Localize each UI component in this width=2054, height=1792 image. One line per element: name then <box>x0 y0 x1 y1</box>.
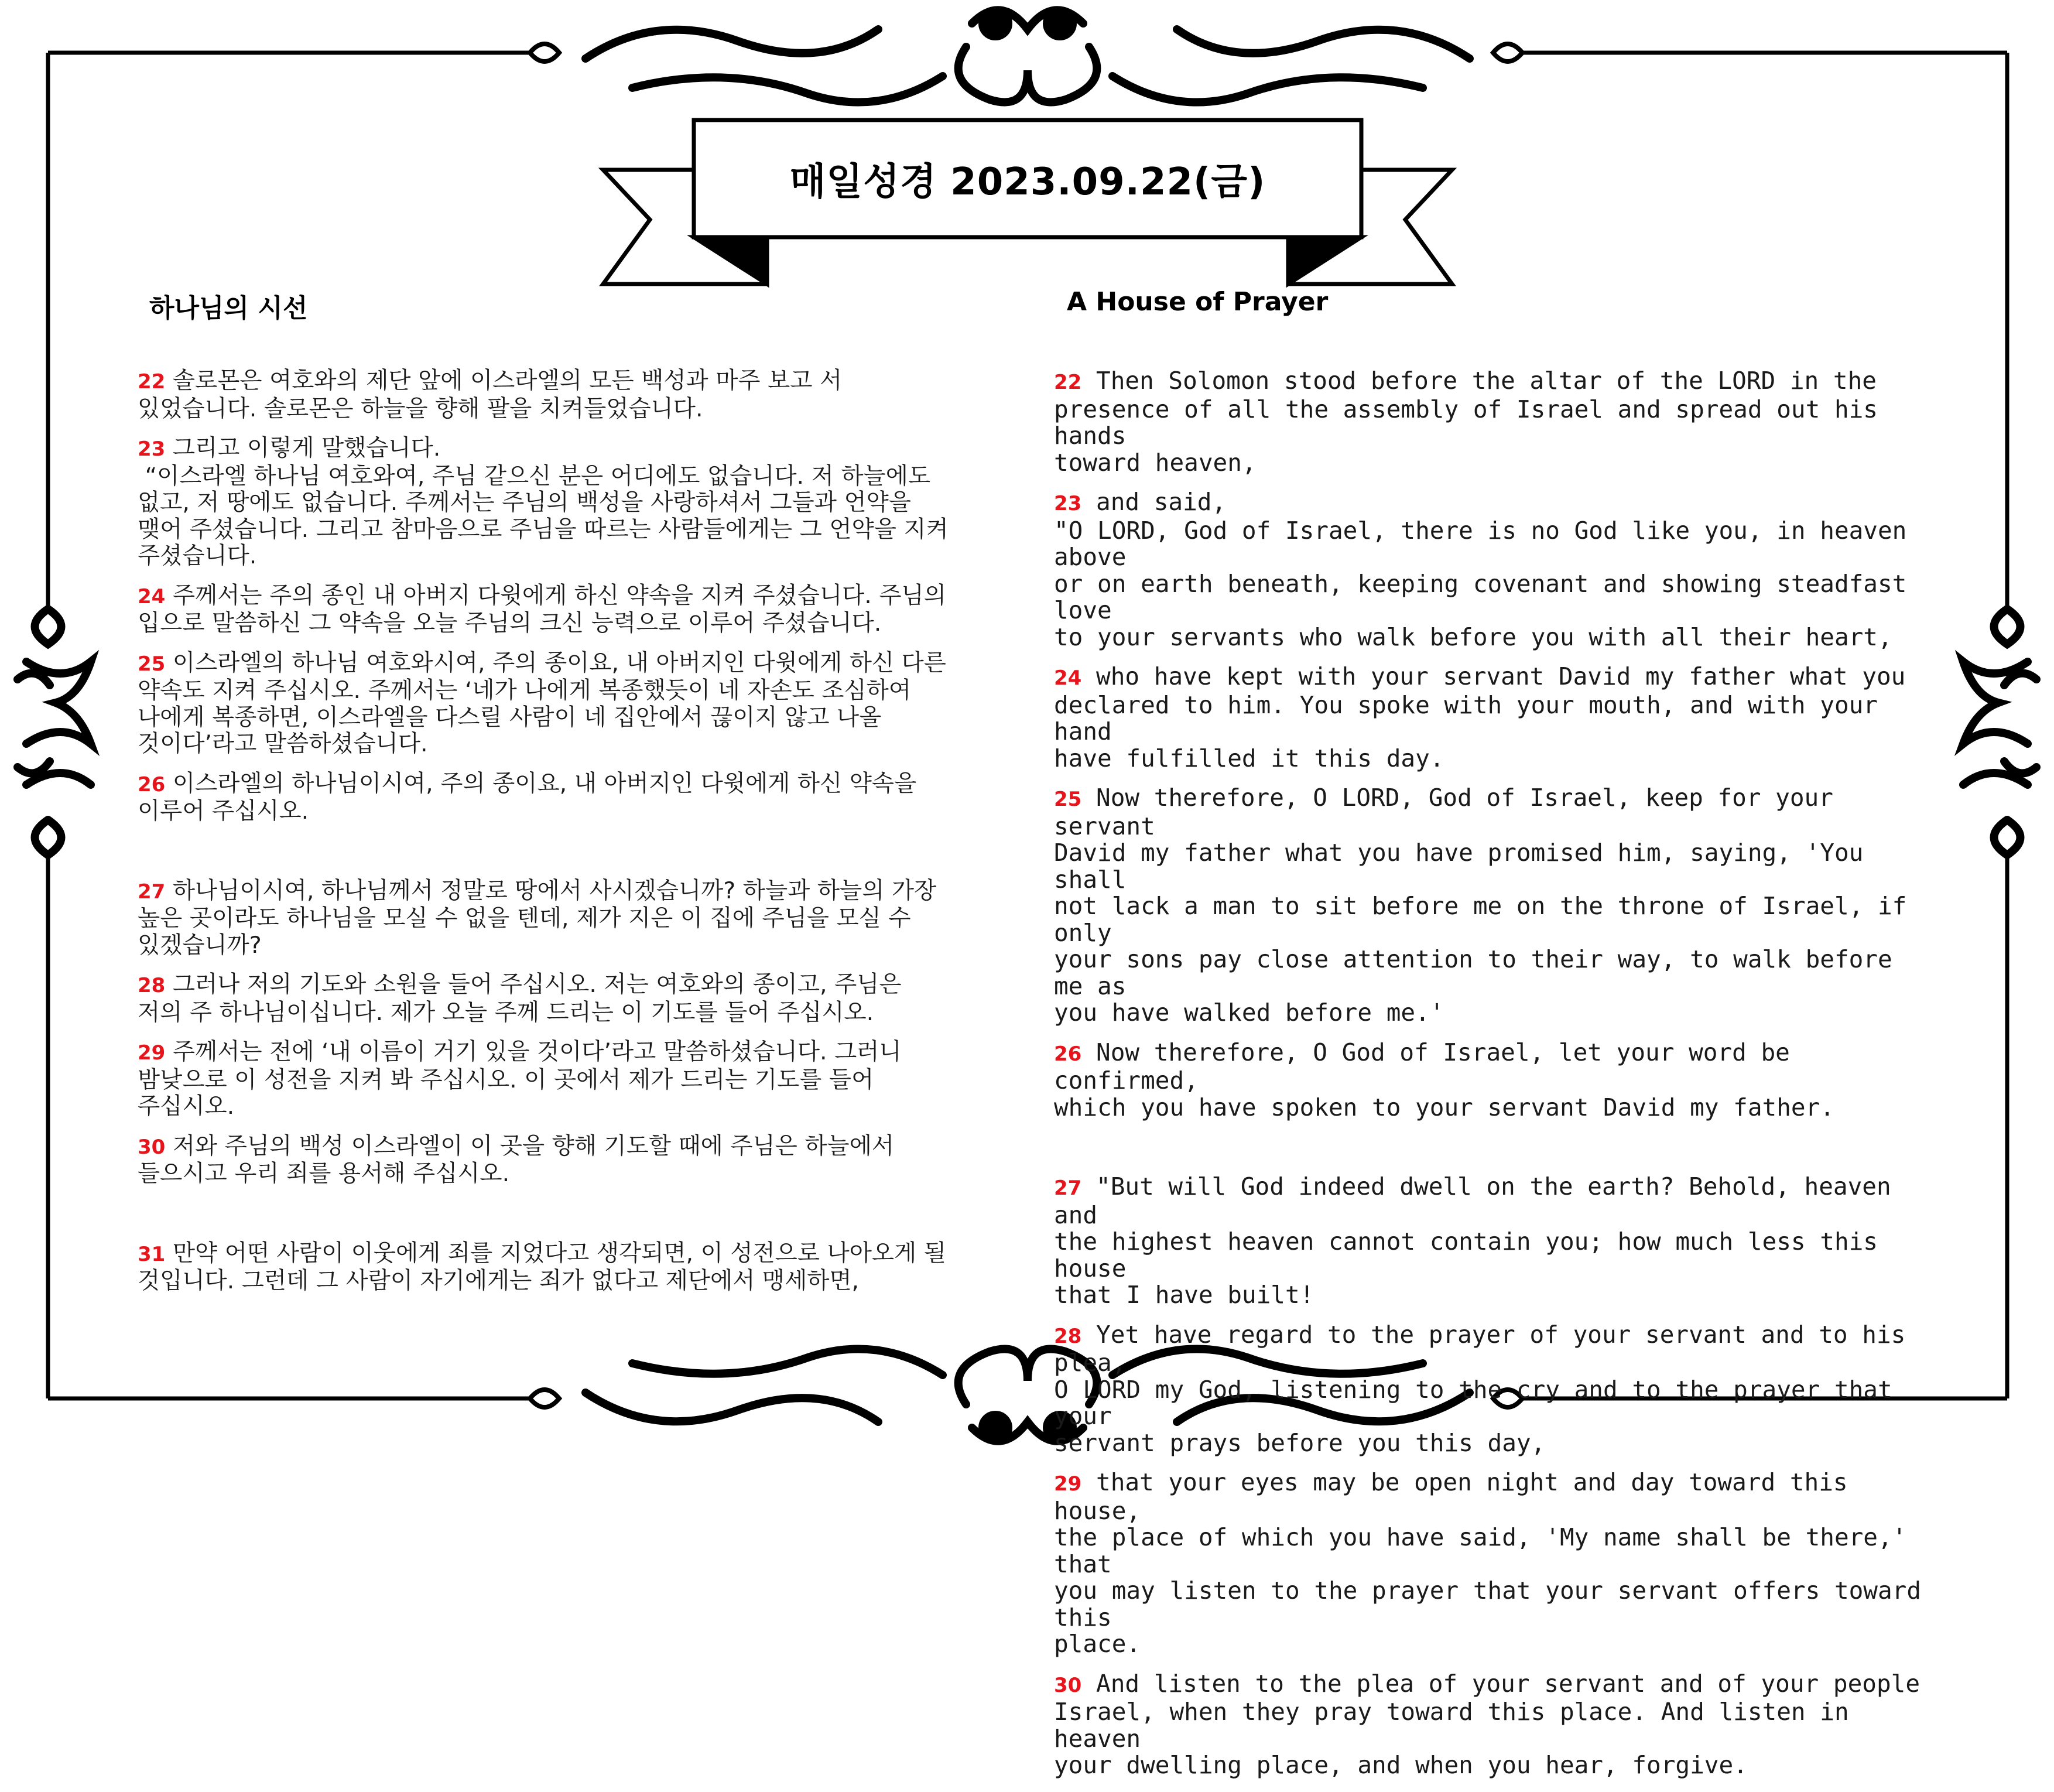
verse-text: and said, "O LORD, God of Israel, there is no God like you, in heaven above or on earth beneath, keeping covenant and showing steadfast love to your servants who walk before you with all their heart, <box>1054 488 1907 651</box>
verse-number: 24 <box>1054 666 1082 690</box>
verse-number: 31 <box>138 1242 166 1266</box>
page-title: 매일성경 2023.09.22(금) <box>789 160 1266 204</box>
verse-number: 25 <box>138 652 166 676</box>
verse-text: 주께서는 주의 종인 내 아버지 다윗에게 하신 약속을 지켜 주셨습니다. 주님의 입으로 말씀하신 그 약속을 오늘 주님의 크신 능력으로 이루어 주셨습니다. <box>138 582 946 637</box>
verse-number: 22 <box>1054 371 1082 394</box>
verse <box>1054 489 1932 651</box>
top-ornament <box>530 10 1522 102</box>
verse-text: 이스라엘의 하나님 여호와시여, 주의 종이요, 내 아버지인 다윗에게 하신 다른 약속도 지켜 주십시오. 주께서는 ‘네가 나에게 복종했듯이 네 자손도 조심하여 나에게 복종하면, 이스라엘을 다스릴 사람이 네 집안에서 끊이지 않고 나올 것이다’라고 말씀하셨습니다. <box>138 649 946 757</box>
verse-text: 그리고 이렇게 말했습니다. “이스라엘 하나님 여호와여, 주님 같으신 분은 어디에도 없습니다. 저 하늘에도 없고, 저 땅에도 없습니다. 주께서는 주님의 백성을 사랑하셔서 그들과 언약을 맺어 주셨습니다. 그리고 참마음으로 주님을 따르는 사람들에게는 그 언약을 지켜 주셨습니다. <box>138 435 949 569</box>
verse <box>1054 1671 1932 1779</box>
verse-text: that your eyes may be open night and day toward this house, the place of which you have said, 'My name shall be there,' that you may listen to the prayer that your servant offers toward this place. <box>1054 1468 1922 1658</box>
verse-text: 하나님이시여, 하나님께서 정말로 땅에서 사시겠습니까? 하늘과 하늘의 가장 높은 곳이라도 하나님을 모실 수 없을 텐데, 제가 지은 이 집에 주님을 모실 수 있겠습니까? <box>138 877 937 959</box>
verse <box>1054 368 1932 476</box>
verse-number: 28 <box>138 974 166 997</box>
verse-text: 이스라엘의 하나님이시여, 주의 종이요, 내 아버지인 다윗에게 하신 약속을 이루어 주십시오. <box>138 770 917 825</box>
verse-number: 29 <box>138 1041 166 1065</box>
english-section-heading: A House of Prayer <box>1067 287 1329 317</box>
verse-text: "But will God indeed dwell on the earth? Behold, heaven and the highest heaven cannot contain you; how much less this house that I have built! <box>1054 1172 1891 1309</box>
verse-text: Then Solomon stood before the altar of the LORD in the presence of all the assembly of Israel and spread out his hands toward heaven, <box>1054 367 1878 477</box>
verse-number: 29 <box>1054 1472 1082 1496</box>
verse <box>138 1039 1004 1120</box>
verse-text: 저와 주님의 백성 이스라엘이 이 곳을 향해 기도할 때에 주님은 하늘에서 들으시고 우리 죄를 용서해 주십시오. <box>138 1132 895 1187</box>
verse <box>138 771 1004 825</box>
verse-number: 23 <box>138 437 166 461</box>
verse-number: 25 <box>1054 788 1082 811</box>
verse <box>1054 1469 1932 1658</box>
verse-number: 23 <box>1054 492 1082 515</box>
verse <box>1054 1174 1932 1309</box>
verse <box>1054 1322 1932 1457</box>
verse-text: Yet have regard to the prayer of your servant and to his plea, O LORD my God, listening to the cry and to the prayer that your servant prays before you this day, <box>1054 1320 1906 1457</box>
right-ornament <box>1963 609 2036 855</box>
verse <box>138 583 1004 637</box>
verse-number: 27 <box>1054 1177 1082 1200</box>
english-passage <box>1054 368 1932 1792</box>
korean-passage <box>138 368 1004 1308</box>
verse-number: 26 <box>1054 1042 1082 1066</box>
verse-text: Now therefore, O LORD, God of Israel, keep for your servant David my father what you have promised him, saying, 'You shall not lack a man to sit before me on the throne of Israel, if only your sons pay close attention to their way, to walk before me as you have walked before me.' <box>1054 784 1907 1027</box>
verse-number: 24 <box>138 584 166 608</box>
verse-text: 솔로몬은 여호와의 제단 앞에 이스라엘의 모든 백성과 마주 보고 서 있었습니다. 솔로몬은 하늘을 향해 팔을 치켜들었습니다. <box>138 367 843 422</box>
verse-number: 30 <box>138 1135 166 1159</box>
verse-number: 27 <box>138 880 166 904</box>
verse <box>138 1240 1004 1295</box>
verse <box>1054 785 1932 1027</box>
verse <box>138 972 1004 1026</box>
verse <box>138 650 1004 758</box>
verse-text: 주께서는 전에 ‘내 이름이 거기 있을 것이다’라고 말씀하셨습니다. 그러니 밤낮으로 이 성전을 지켜 봐 주십시오. 이 곳에서 제가 드리는 기도를 들어 주십시오. <box>138 1038 902 1120</box>
verse-text: who have kept with your servant David my father what you declared to him. You spoke with your mouth, and with your hand have fulfilled it this day. <box>1054 662 1906 772</box>
verse <box>1054 664 1932 772</box>
verse-text: 그러나 저의 기도와 소원을 들어 주십시오. 저는 여호와의 종이고, 주님은 저의 주 하나님이십니다. 제가 오늘 주께 드리는 이 기도를 들어 주십시오. <box>138 971 902 1026</box>
verse-number: 30 <box>1054 1673 1082 1697</box>
verse <box>1054 1039 1932 1121</box>
verse <box>138 435 1004 570</box>
verse-number: 22 <box>138 370 166 394</box>
verse-text: Now therefore, O God of Israel, let your word be confirmed, which you have spoken to your servant David my father. <box>1054 1038 1834 1121</box>
korean-section-heading: 하나님의 시선 <box>149 293 308 323</box>
verse-text: 만약 어떤 사람이 이웃에게 죄를 지었다고 생각되면, 이 성전으로 나아오게 될 것입니다. 그런데 그 사람이 자기에게는 죄가 없다고 제단에서 맹세하면, <box>138 1239 946 1294</box>
left-ornament <box>18 609 91 855</box>
verse <box>138 1133 1004 1188</box>
verse-text: And listen to the plea of your servant and of your people Israel, when they pray toward this place. And listen in heaven your dwelling place, and when you hear, forgive. <box>1054 1669 1921 1779</box>
verse-number: 28 <box>1054 1324 1082 1348</box>
verse <box>138 878 1004 959</box>
verse <box>138 368 1004 422</box>
verse-number: 26 <box>138 772 166 796</box>
